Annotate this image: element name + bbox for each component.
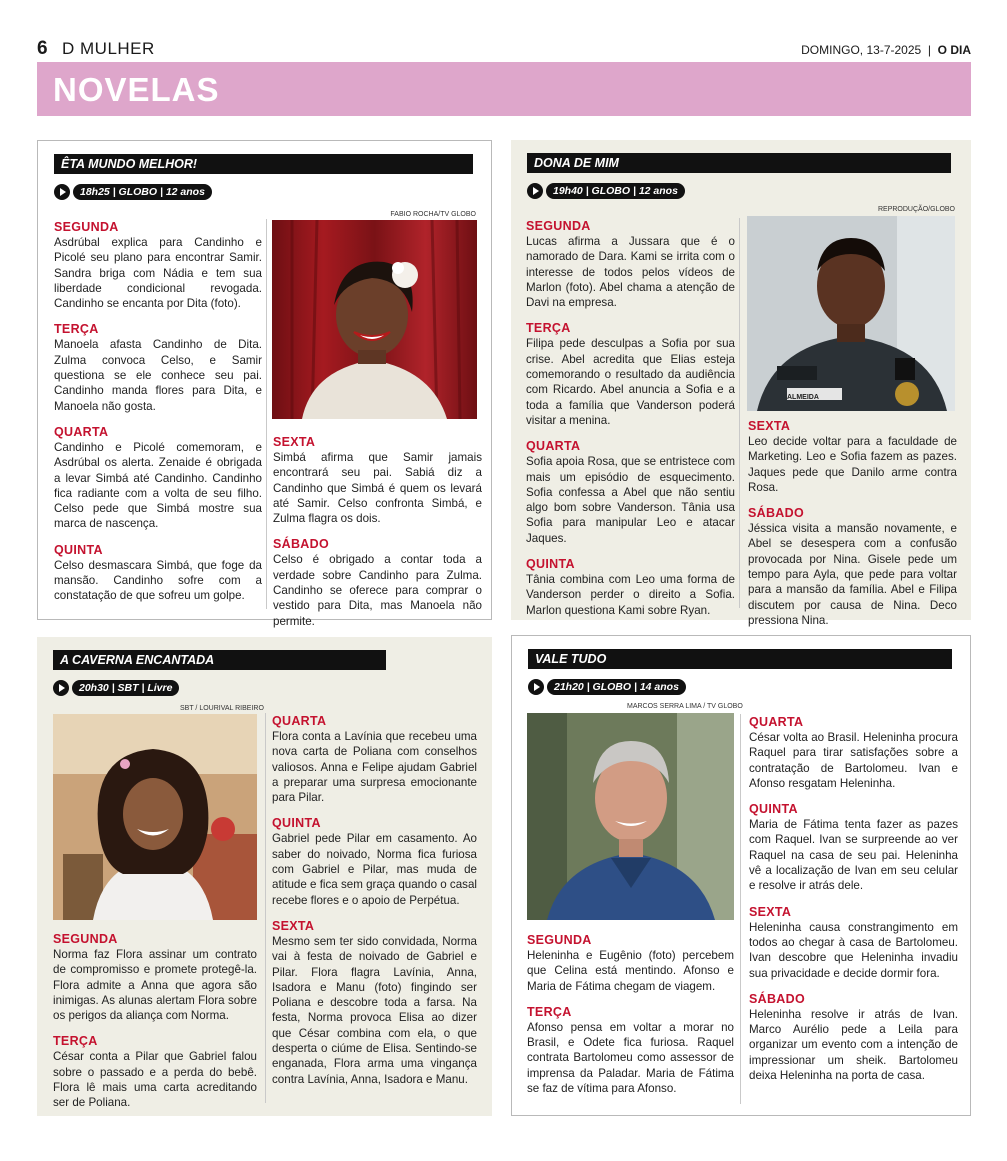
schedule-pill: 21h20 | GLOBO | 14 anos (547, 679, 686, 695)
day-label: SEXTA (749, 904, 792, 919)
schedule-pill: 20h30 | SBT | Livre (72, 680, 179, 696)
chapter-text: Flora conta a Lavínia que recebeu uma nova carta de Poliana com conselhos valiosos. Anna e Felipe ajudam Gabriel a preparar uma surpresa emocionante para Pilar. (272, 730, 477, 805)
chapter-text: Norma faz Flora assinar um contrato de compromisso e promete protegê-la. Flora admite a Anna que agora são inimigas. As alunas alertam Flora sobre os perigos da aliança com Norma. (53, 948, 257, 1023)
left-column (54, 219, 262, 614)
section-banner (37, 62, 971, 116)
chapter-text: Celso é obrigado a contar toda a verdade sobre Candinho para Zulma. Candinho se oferece para comprar o vestido para Dita, mas Manoela não permite. (273, 553, 482, 628)
chapter-text: Heleninha e Eugênio (foto) percebem que Celina está mentindo. Afonso e Maria de Fátima chegam de viagem. (527, 949, 734, 993)
day-label: QUARTA (54, 424, 109, 439)
photo-credit: REPRODUÇÃO/GLOBO (877, 206, 955, 213)
photo-credit: SBT / LOURIVAL RIBEIRO (180, 705, 264, 712)
chapter-text: Mesmo sem ter sido convidada, Norma vai à festa de noivado de Gabriel e Pilar. Flora flagra Lavínia, Anna, Isadora e Manu (foto) fingindo ser Poliana e descobre toda a farsa. Na festa, Norma provoca Elisa ao dizer que César combina com ela, o que desperta o ciúme de Elisa. Sentindo-se enganada, Flora arma uma vingança contra Lavínia, Anna, Isadora e Manu. (272, 934, 477, 1086)
day-label: SEXTA (273, 435, 316, 449)
day-label: SEGUNDA (526, 219, 591, 233)
chapter-text: Sofia apoia Rosa, que se entristece com mais um episódio de esquecimento. Sofia confessa a Abel que não sentiu algo bom sobre Vanderson. Tânia usa Sofia para manipular Leo e atacar Jaques. (526, 455, 735, 545)
novela-info (53, 680, 179, 696)
photo-credit: MARCOS SERRA LIMA / TV GLOBO (627, 703, 743, 710)
chapter-text: Leo decide voltar para a faculdade de Marketing. Leo e Sofia fazem as pazes. Jaques pede que Danilo arme contra Rosa. (748, 435, 957, 494)
right-column (739, 218, 957, 627)
date-separator: | (927, 43, 931, 57)
novela-info (528, 679, 686, 695)
day-label: SÁBADO (748, 506, 804, 521)
day-label: TERÇA (54, 322, 99, 337)
chapter-text: Jéssica visita a mansão novamente, e Abel se desespera com a confusão provocada por Nina. Gisele pede um tempo para Ayla, que pede para voltar para a mansão da família. Abel e Filipa discutem por causa de Nina. Deco pressiona Nina. (748, 522, 957, 627)
chapter-entry (748, 505, 957, 628)
play-icon (54, 184, 70, 200)
chapter-entry (273, 434, 482, 526)
novela-vale-tudo (511, 635, 971, 1116)
chapter-entry (272, 815, 477, 907)
play-icon (527, 183, 543, 199)
chapter-text: Tânia combina com Leo uma forma de Vanderson perder o direito a Sofia. Marlon questiona Kami sobre Ryan. (526, 573, 735, 617)
chapter-entry (54, 219, 262, 311)
chapter-text: Heleninha causa constrangimento em todos ao chegar à casa de Bartolomeu. Ivan descobre que Heleninha invadiu sua privacidade e decide dormir fora. (749, 920, 958, 980)
play-icon (528, 679, 544, 695)
day-label: SÁBADO (749, 991, 805, 1006)
brand-name: O DIA (937, 43, 971, 57)
day-label: SEXTA (272, 918, 315, 933)
novela-title: A CAVERNA ENCANTADA (53, 650, 386, 670)
chapter-entry (749, 904, 958, 981)
chapter-text: Manoela afasta Candinho de Dita. Zulma convoca Celso, e Samir questiona se ele conhece seu pai. Candinho manda flores para Dita, e Manoela não gosta. (54, 338, 262, 413)
chapter-text: Simbá afirma que Samir jamais encontrará seu pai. Sabiá diz a Candinho que Simbá é quem os levará até Samir. Celso confronta Simbá, e Zulma flagra os dois. (273, 451, 482, 526)
page-header (37, 38, 971, 60)
chapter-text: Asdrúbal explica para Candinho e Picolé seu plano para encontrar Samir. Sandra briga com Nádia e tem sua liberdade condicional revogada. Candinho se encanta por Dita (foto). (54, 236, 262, 311)
child-actress-photo (53, 714, 257, 920)
chapter-text: Celso desmascara Simbá, que foge da mansão. Candinho sofre com a constatação de que sofreu um golpe. (54, 558, 262, 603)
novela-info (527, 183, 685, 199)
day-label: SEGUNDA (54, 220, 119, 234)
chapter-entry (273, 536, 482, 628)
right-column (740, 714, 958, 1104)
chapter-entry (749, 991, 958, 1083)
day-label: QUINTA (54, 542, 103, 557)
novela-info (54, 184, 212, 200)
chapter-entry (526, 438, 735, 546)
novela-dona-de-mim (511, 140, 971, 627)
chapter-entry (272, 713, 477, 805)
chapter-entry (526, 218, 735, 310)
day-label: QUARTA (272, 714, 327, 728)
chapter-entry (272, 918, 477, 1087)
day-label: SEGUNDA (527, 933, 592, 947)
day-label: TERÇA (527, 1004, 572, 1019)
issue-date: DOMINGO, 13-7-2025 (801, 43, 922, 57)
chapter-text: Filipa pede desculpas a Sofia por sua crise. Abel acredita que Elias esteja comemorando o resultado da audiência com Ricardo. Abel anuncia a Sofia e a toda a família que Vanderson poderá visitar a menina. (526, 337, 735, 427)
actor-photo (527, 713, 734, 920)
novela-eta-mundo-melhor (37, 140, 492, 628)
chapter-text: César volta ao Brasil. Heleninha procura Raquel para tirar satisfações sobre a contratação de Bartolomeu. Ivan e Afonso resgatam Heleninha. (749, 731, 958, 790)
chapter-text: Heleninha resolve ir atrás de Ivan. Marco Aurélio pede a Leila para organizar um evento com a intenção de impressionar um sheik. Bartolomeu deixa Heleninha na porta de casa. (749, 1007, 958, 1083)
day-label: SEXTA (748, 419, 791, 433)
right-column (266, 219, 482, 628)
chapter-entry (748, 418, 957, 495)
play-icon (53, 680, 69, 696)
day-label: SÁBADO (273, 537, 329, 552)
chapter-entry (526, 556, 735, 618)
chapter-entry (53, 1033, 257, 1110)
left-column (53, 931, 257, 1121)
chapter-text: César conta a Pilar que Gabriel falou sobre o passado e a perda do bebê. Flora lê mais uma carta acreditando ser de Poliana. (53, 1050, 257, 1110)
schedule-pill: 19h40 | GLOBO | 12 anos (546, 183, 685, 199)
day-label: QUARTA (749, 715, 804, 729)
chapter-entry (526, 320, 735, 428)
left-column (527, 932, 734, 1106)
day-label: QUINTA (749, 802, 798, 817)
chapter-text: Maria de Fátima tenta fazer as pazes com Raquel. Ivan se surpreende ao ver Raquel na casa de seu pai. Heleninha vê a localização de Ivan em seu celular e resolve ir atrás dele. (749, 818, 958, 893)
chapter-entry (749, 801, 958, 893)
day-label: QUINTA (272, 816, 321, 831)
schedule-pill: 18h25 | GLOBO | 12 anos (73, 184, 212, 200)
chapter-text: Lucas afirma a Jussara que é o namorado de Dara. Kami se irrita com o interesse de todos pelos vídeos de Marlon (foto). Abel chama a atenção de Davi na empresa. (526, 235, 735, 310)
uniform-badge: ALMEIDA (787, 394, 819, 401)
chapter-entry (53, 931, 257, 1023)
chapter-entry (527, 1004, 734, 1096)
chapter-text: Gabriel pede Pilar em casamento. Ao saber do noivado, Norma fica furiosa com Gabriel e Pilar, mas muda de atitude e fica sem graça quando o casal recebe flores e o apoio de Perpétua. (272, 832, 477, 907)
novela-title: DONA DE MIM (527, 153, 951, 173)
page-number: 6 (37, 38, 48, 59)
chapter-entry (749, 714, 958, 791)
left-column (526, 218, 735, 628)
day-label: SEGUNDA (53, 932, 118, 946)
photo-credit: FABIO ROCHA/TV GLOBO (390, 211, 476, 218)
day-label: QUINTA (526, 557, 575, 572)
day-label: TERÇA (53, 1034, 98, 1049)
novela-title: VALE TUDO (528, 649, 952, 669)
day-label: TERÇA (526, 321, 571, 336)
novela-title: ÊTA MUNDO MELHOR! (54, 154, 473, 174)
section-name: D MULHER (62, 39, 155, 58)
date-line (801, 43, 971, 57)
chapter-text: Candinho e Picolé comemoram, e Asdrúbal os alerta. Zenaide é obrigada a levar Simbá até Candinho. Candinho fica radiante com a volta de seu filho. Celso pede que Simbá mostre sua marca de nascença. (54, 440, 262, 531)
day-label: QUARTA (526, 439, 581, 454)
chapter-entry (54, 542, 262, 604)
chapter-text: Afonso pensa em voltar a morar no Brasil, e Odete fica furiosa. Raquel contrata Bartolomeu como assessor de imprensa da Paladar. Maria de Fátima se faz de vítima para Afonso. (527, 1020, 734, 1096)
chapter-entry (527, 932, 734, 994)
right-column (265, 713, 477, 1103)
banner-title: NOVELAS (53, 71, 220, 108)
novela-a-caverna-encantada (37, 637, 492, 1116)
chapter-entry (54, 424, 262, 532)
chapter-entry (54, 321, 262, 413)
